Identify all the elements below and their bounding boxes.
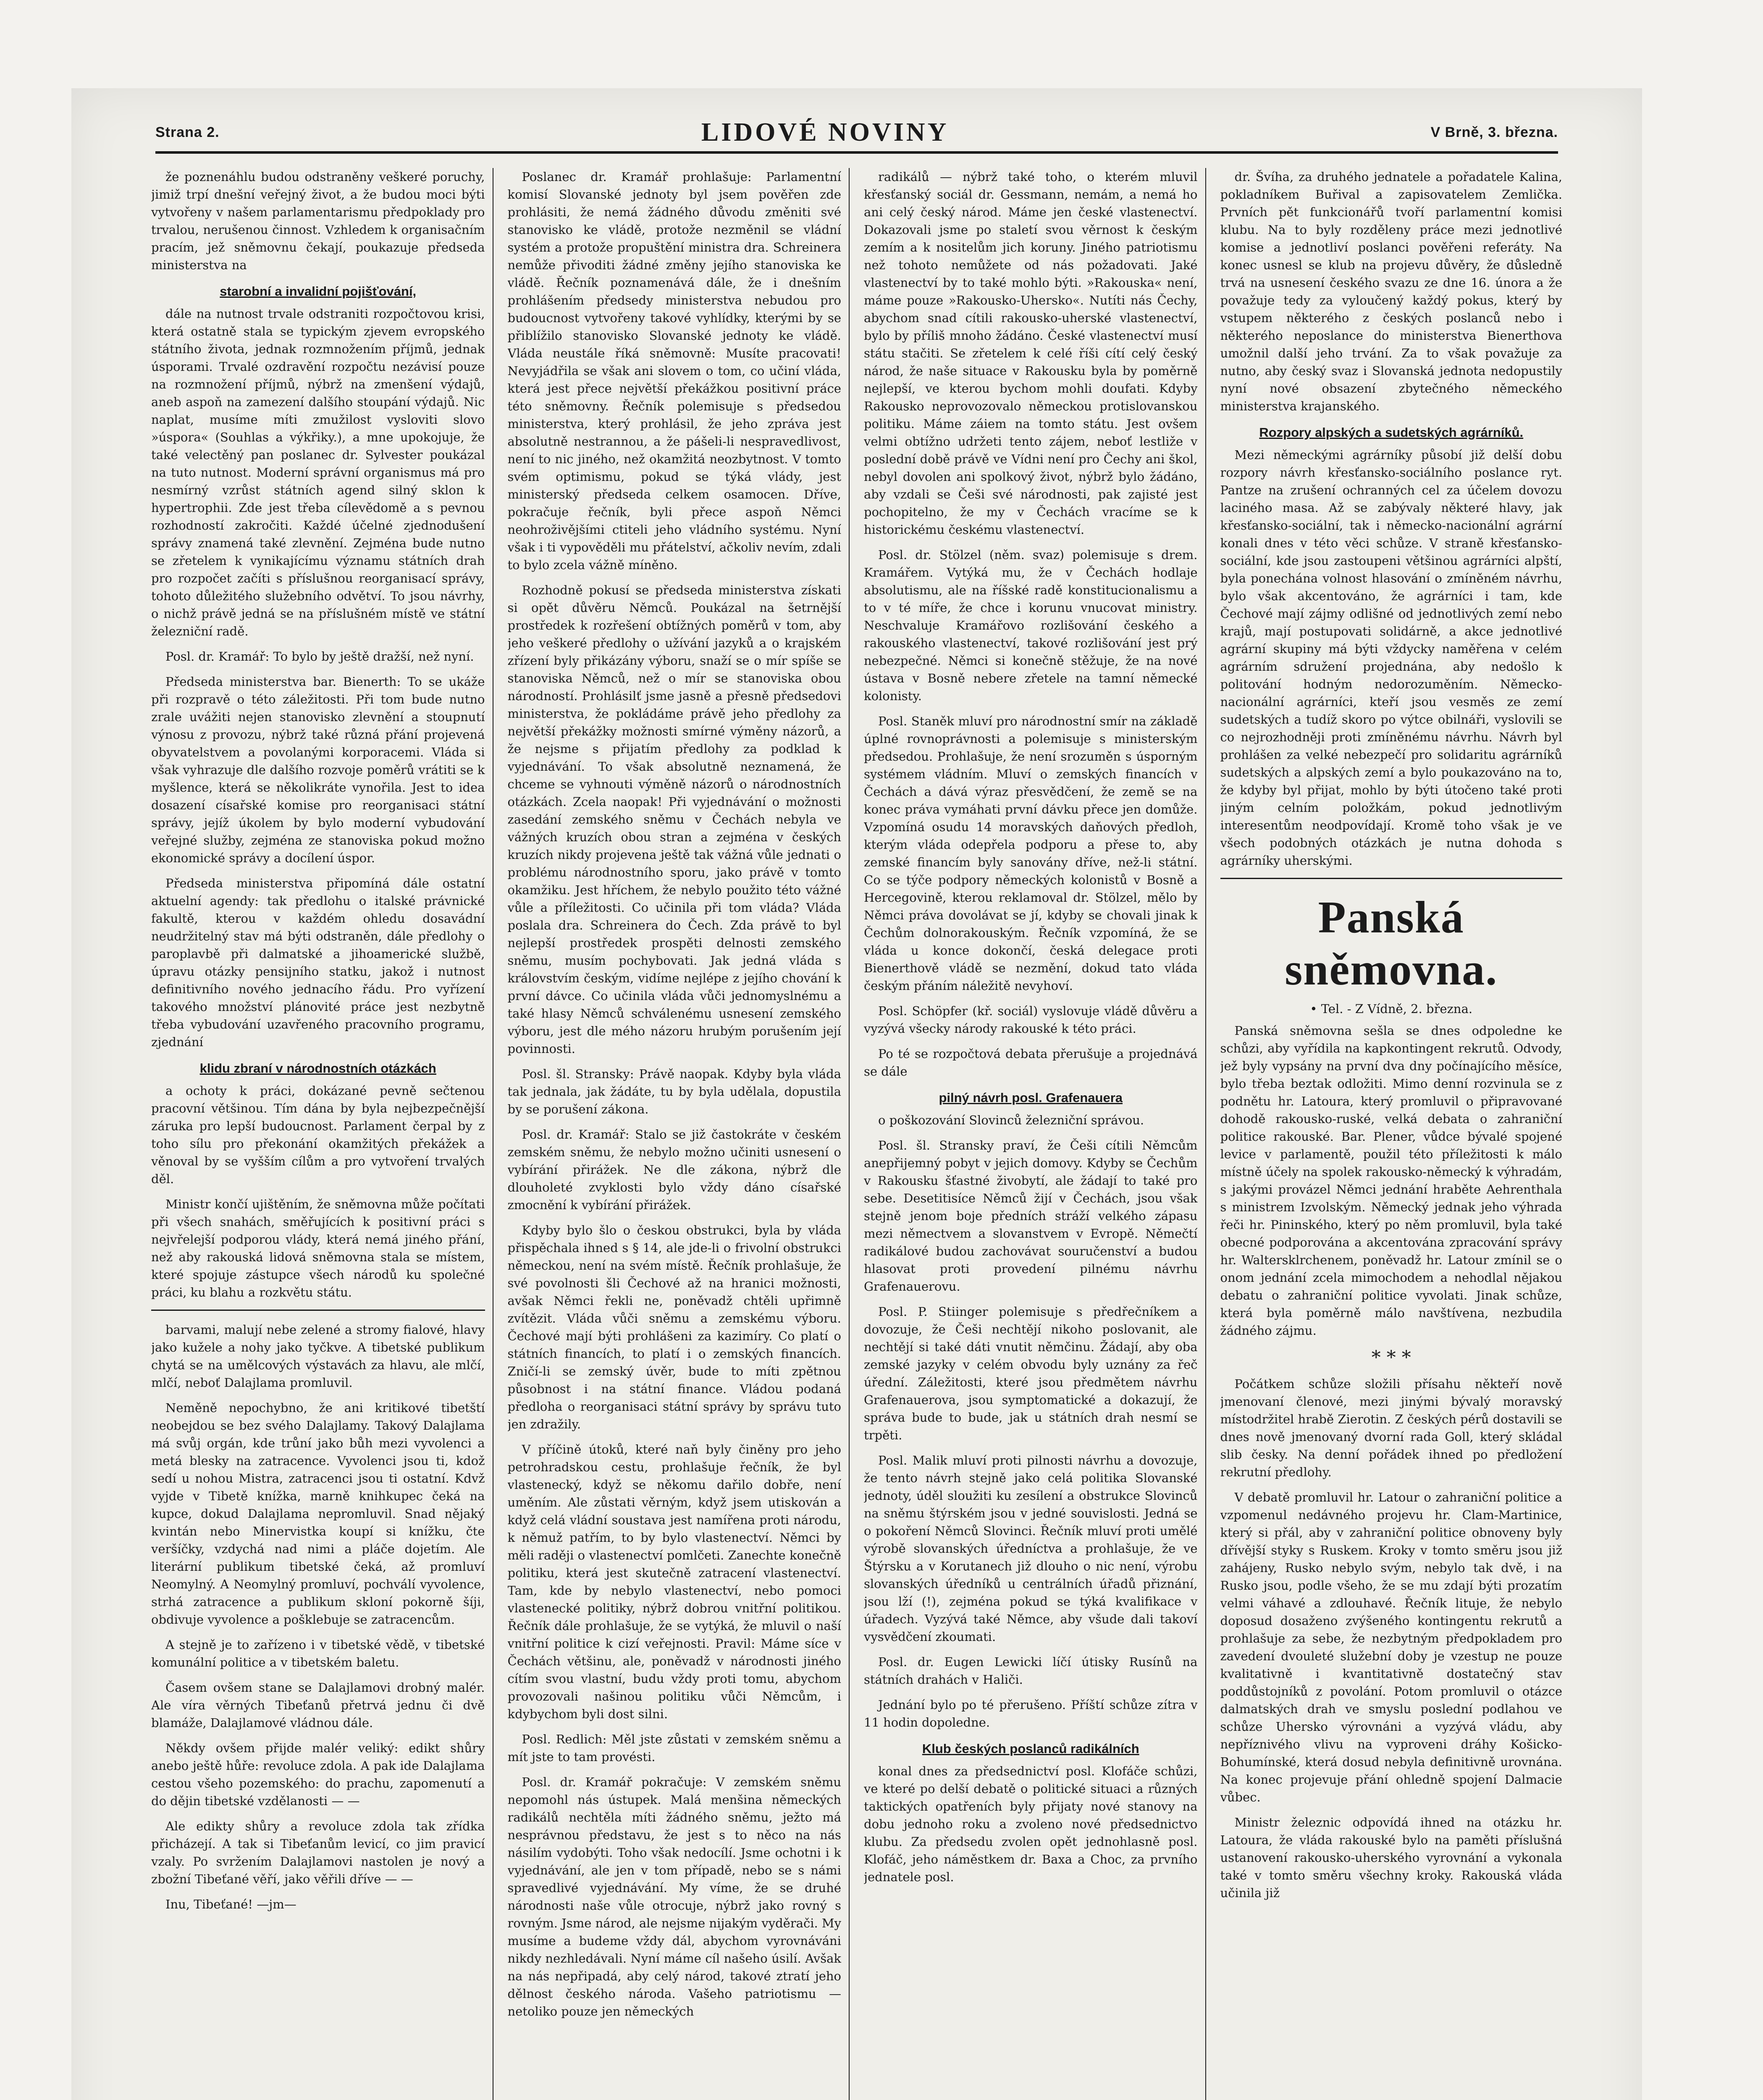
- paragraph: Poslanec dr. Kramář prohlašuje: Parlamentní komisí Slovanské jednoty byl jsem pověřen zde prohlásiti, že nemá žádného důvodu změniti své stanovisko ke vládě, protože nezměnil se vládní systém a protože propuštění ministra dra. Schreinera nemůže přivoditi žádné změny jejího stanoviska ke vládě. Řečník poznamenává dále, že i dnešním prohlášením předsedy ministerstva nebudou pro budoucnost vytvořeny takové vyhlídky, kterými by se přiblížilo stanovisko Slovanské jednoty ke vládě. Vláda neustále říká sněmovně: Musíte pracovati! Nevyjádřila se však ani slovem o tom, co učiní vláda, která jest přece největší překážkou positivní práce této sněmovny. Řečník polemisuje s předsedou ministerstva, který prohlásil, že jeho zpráva jest absolutně nestrannou, a že pášeli-li nespravedlivost, není to nic jiného, než okamžitá neozbytnost. V tomto svém optimismu, pokud se týká vlády, jest ministerský předseda celkem osamocen. Dříve, pokračuje řečník, byli přece aspoň Němci neohroživějšími ctiteli jeho vládního systému. Nyní však i ti vypověděli mu přátelství, ačkoliv nevím, zdali to bylo zcela vážně míněno.: [507, 170, 841, 572]
- paragraph: Posl. šl. Stransky praví, že Češi cítili Němcům anepřijemný pobyt v jejich domovy. Kdyby se Čechům v Rakousku šťastné živobytí, ale žádají to také pro sebe. Desetitisíce Němců žijí v Čechách, jsou však stejně jenom boje předních stráží velkého zápasu mezi němectvem a slovanstvem v Evropě. Němečtí radikálové budou zachovávat souručenství a budou hlasovat proti provedení pilnému návrhu Grafenauerovu.: [864, 1138, 1198, 1294]
- masthead-title: LIDOVÉ NOVINY: [701, 118, 949, 147]
- paragraph: Posl. dr. Stölzel (něm. svaz) polemisuje s drem. Kramářem. Vytýká mu, že v Čechách hodlaje absolutismu, ale na říšské radě konstitucionalismu a to v té míře, že chce i korunu vnucovat ministry. Neschvaluje Kramářovo rozlišování českého a rakouského vlastenectví, takové rozlišování jest prý nebezpečné. Němci si konečně stěžuje, že na nové ústava v Bosně nebere zřetele na tamní německé kolonisty.: [864, 548, 1198, 703]
- section-title: Panská sněmovna.: [1285, 892, 1498, 995]
- paragraph: Posl. dr. Kramář: To bylo by ještě dražší, než nyní.: [165, 649, 474, 664]
- paragraph: dr. Švíha, za druhého jednatele a pořadatele Kalina, pokladníkem Buřival a zapisovatelem Zemlička. Prvních pět funkcionářů tvoří parlamentní komisi klubu. Na to byly rozděleny práce mezi jednotlivé komise a jednotliví poslanci pověřeni referáty. Na konec usnesl se klub na projevu důvěry, že důsledně trvá na usnesení českého svazu ze dne 16. února a že považuje tedy za vyloučený každý pokus, který by vstupem některého z českých poslanců nebo i některého neposlance do ministerstva Bienerthova umožnil další jeho trvání. Za to však považuje za nutno, aby český svaz i Slovanská jednota nedopustily nyní nové obsazení zbytečného německého ministerstva krajanského.: [1220, 170, 1562, 413]
- paragraph: Inu, Tibeťané! —jm—: [165, 1897, 296, 1911]
- paragraph: V příčině útoků, které naň byly činěny pro jeho petrohradskou cestu, prohlašuje řečník, že byl vlastenecký, když se někomu dařilo dobře, není uměním. Ale zůstati věrným, když jsem utiskován a když celá vládní soustava jest namířena proti národu, k němuž patřím, to by bylo vlastenectví. Němci by měli raději o vlastenectví pomlčeti. Zanechte konečně politiku, která jest skutečně zatracení vlastenectví. Tam, kde by nebylo vlastenectví, nebo pomoci vlastenecké politiky, nýbrž dobrou vnitřní politikou. Řečník dále prohlašuje, že se vytýká, že mluvil o naší vnitřní politice k cizí veřejnosti. Pravil: Máme síce v Čechách většinu, ale, poněvadž v národnosti jiného cítím svou vlastní, budu vždy proti tomu, abychom provozovali našinou politiku vůči Němcům, i kdybychom byli dost silni.: [507, 1442, 841, 1721]
- article-columns: [151, 168, 1562, 2100]
- section-divider: [1220, 878, 1563, 879]
- paragraph: Předseda ministerstva bar. Bienerth: To se ukáže při rozpravě o této záležitosti. Při tom bude nutno zrale uvážiti nejen stanovisko zlevnění a stoupnutí výnosu z provozu, nýbrž také různá přání projevená obyvatelstvem a povolanými korporacemi. Vláda si však vyhrazuje dle dalšího rozvoje poměrů vrátiti se k myšlence, která se několikráte vynořila. Jest to idea dosazení císařské komise pro reorganisaci státní správy, jejíž úkolem by bylo moderní vybudování veřejné služby, zejména ze stanoviska pokud možno ekonomické správy a docílení úspor.: [151, 675, 485, 865]
- subheading: klidu zbraní v národnostních otázkách: [199, 1061, 436, 1076]
- paragraph: Posl. Redlich: Měl jste zůstati v zemském sněmu a mít jste to tam provésti.: [507, 1732, 841, 1764]
- dateline: • Tel. - Z Vídně, 2. března.: [1310, 1002, 1473, 1016]
- paragraph: Ministr končí ujištěním, že sněmovna může počítati při všech snahách, směřujících k positivní práci s nejvřelejší podporou vlády, která nemá jiného přání, než aby rakouská lidová sněmovna stala se místem, které spojuje zástupce všech národů ku společné práci, ku blahu a rozkvětu státu.: [151, 1197, 485, 1299]
- paragraph: V debatě promluvil hr. Latour o zahraniční politice a vzpomenul nedávného projevu hr. Clam-Martinice, který si přál, aby v zahraniční politice obnoveny byly dřívější styky s Ruskem. Kroky v tomto směru jsou již zahájeny, Rusko nebylo svým, nebylo tak dvě, i na Rusko jsou, podle všeho, že se mu zdají býti prozatím velmi váhavé a zdlouhavé. Řečník lituje, že nebylo doposud dosaženo zvýšeného kontingentu rekrutů a prohlašuje za sebe, že nezbytným předpokladem pro zavedení dvouleté služební doby je vzestup ne pouze kvalitativně i kvantitativně dostatečný stav poddůstojníků z povolání. Potom promluvil o otázce dalmatských drah ve smyslu poslední podlahou ve schůze Uhersko výrovnáni a vyzývá vládu, aby nepříznivého vlivu na vyproveni dráhy Košicko-Bohumínské, která dosud nebyla definitivně urovnána. Na konec projevuje přání ohledně spojení Dalmacie vůbec.: [1220, 1490, 1562, 1804]
- page-header: [155, 113, 1558, 154]
- paragraph: Po té se rozpočtová debata přerušuje a projednává se dále: [864, 1047, 1198, 1079]
- paragraph: Panská sněmovna sešla se dnes odpoledne ke schůzi, aby vyřídila na kapkontingent rekrutů. Odvody, jež byly vypsány na první dva dny počínajícího měsíce, bylo třeba beztak odložiti. Mimo denní rozvinula se z podnětu hr. Latoura, který promluvil o připravované dohodě rakousko-ruské, velká debata o zahraniční politice rakouské. Bar. Plener, vůdce bývalé spojené levice v parlamentě, použil této příležitosti k málo místně účely na spolek rakousko-německý k výhradám, s jakými provázel Němci jednání hraběte Aehrenthala s ministrem Izvolským. Německý jednak jeho výhrada řeči hr. Pininského, který po něm promluvil, byla také obecné podporována a akcentována zpracování správy hr. Waltersklrchenem, poněvadž hr. Latour zmínil se o onom jednání zcela mimochodem a nehodlal nějakou debatu o zahraniční politice vyvolati. Jinak schůze, která byla poměrně málo navštívena, nezbudila žádného zájmu.: [1220, 1024, 1562, 1338]
- paragraph: barvami, malují nebe zelené a stromy fialové, hlavy jako kužele a nohy jako tyčkve. A tibetské publikum chytá se na umělcových výstavách za hlavu, ale mlčí, mlčí, neboť Dalajlama promluvil.: [151, 1323, 485, 1390]
- paragraph: Rozhodně pokusí se předseda ministerstva získati si opět důvěru Němců. Poukázal na šetrnější prostředek k rozřešení obtížných poměrů v tom, aby jeho veškeré předlohy o užívání jazyků a o krajském zřízení byly přikázány výboru, snaží se o mír spíše se stanoviska Němců, než o mír se stanoviska obou národností. Prohlásilť jsme jasně a přesně předsedovi ministerstva, že pokládáme právě jeho předlohy za největší překážky možnosti smírné výměny názorů, a že nejsme s přijatím předlohy za podklad k vyjednávání. To však absolutně neznamená, že chceme se vyhnouti výměně názorů o národnostních otázkách. Zcela naopak! Při vyjednávání o možnosti zasedání zemského sněmu v Čechách nebyla ve vážných kruzích obou stran a zejména v českých kruzích nikdy projevena ještě tak vážná vůle jednati o problému národnostního sporu, jako právě v tomto okamžiku. Jest hříchem, že nebylo použito této vážné vůle a příležitosti. Co učinila při tom vláda? Vláda poslala dra. Schreinera do Čech. Zda právě to byl nejlepší prostředek prospěti delnosti zemského sněmu, musím pochybovati. Jak jedná vláda s královstvím českým, vidíme nejlépe z jejího chování k první dávce. Co učinila vláda vůči jednomyslnému a také hlasy Němců schválenému usnesení zemského výboru, jest dle mého názoru hrubým porušením její povinnosti.: [507, 583, 841, 1056]
- column-3: [864, 168, 1206, 2100]
- subheading: starobní a invalidní pojišťování,: [220, 284, 417, 299]
- paragraph: že poznenáhlu budou odstraněny veškeré poruchy, jimiž trpí dnešní veřejný život, a že budou moci býti vytvořeny v našem parlamentarismu předpoklady pro trvalou, nerušenou činnost. Vzhledem k organisačním pracím, jež sněmovnu čekají, poukazuje předseda ministerstva na: [151, 170, 485, 272]
- paragraph: Posl. dr. Kramář pokračuje: V zemském sněmu nepomohl nás ústupek. Malá menšina německých radikálů nechtěla míti žádného sněmu, ježto má nesprávnou představu, že jest s to něco na nás násilím vydobýti. Toho však nedocílí. Jsme ochotni i k vyjednávání, ale jen v tom případě, nebo se s námi spravedlivé vyjednávání. My víme, že se druhé národnosti naše vůle otrocuje, nýbrž jako rovný s rovným. Jsme národ, ale nejsme nijakým vyděrači. My musíme a budeme vždy dál, abychom vyrovnáváni nikdy nezhledávali. Nyní máme cíl našeho úsilí. Avšak na nás nepřipadá, aby celý národ, takové ztratí jeho dělnost českého národa. Vašeho patriotismu — netoliko pouze jen německých: [507, 1775, 841, 2019]
- paragraph: A stejně je to zařízeno i v tibetské vědě, v tibetské komunální politice a v tibetském baletu.: [151, 1638, 485, 1670]
- subheading: Klub českých poslanců radikálních: [922, 1741, 1139, 1756]
- paragraph: radikálů — nýbrž také toho, o kterém mluvil křesťanský sociál dr. Gessmann, nemám, a nemá ho ani celý český národ. Máme jen české vlastenectví. Dokazovali jsme po staletí svou věrnost k českým zemím a k nositelům jich koruny. Jiného patriotismu než tohoto nemůžete od nás požadovati. Jaké vlastenectví by to také mohlo býti. »Rakouska« není, máme pouze »Rakousko-Uhersko«. Nutíti nás Čechy, abychom snad cítili rakousko-uherské vlastenectví, bylo by příliš mnoho žádáno. České vlastenectví musí státu stačiti. Se zřetelem k celé říši cítí celý český národ, že naše situace v Rakousku byla by poměrně nejlepší, ve kterou bychom mohli doufati. Kdyby Rakousko neprovozovalo německou protislovanskou politiku. Máme záiem na tomto státu. Jest ovšem velmi obtížno udržeti tento zájem, neboť lestliže v poslední době právě ve Vídni není pro Čechy ani škol, nebyl dovolen ani spolkový život, nýbrž bylo žádáno, aby vzdali se Češi své národnosti, pak zajisté jest pochopitelno, že my v Čechách vracíme se k historickému českému vlastenectví.: [864, 170, 1198, 537]
- column-2: [508, 168, 850, 2100]
- paragraph: dále na nutnost trvale odstraniti rozpočtovou krisi, která ostatně stala se typickým zjevem evropského státního života, jednak rozmnožením příjmů, jednak úsporami. Trvalé ozdravění rozpočtu nezávisí pouze na rozmnožení příjmů, nýbrž na zmenšení výdajů, aneb aspoň na zamezení dalšího stoupání výdajů. Nic naplat, musíme míti zmužilost vysloviti slovo »úspora« (Souhlas a výkřiky.), a mne upokojuje, že také velectěný pan poslanec dr. Sylvester poukázal na tuto nutnost. Moderní správní organismus má pro nesmírný vzrůst státních agend silný sklon k hypertrophii. Zde jest třeba cílevědomě a s pevnou rozhodností zakročiti. Každé účelné zjednodušení správy znamená také zlevnění. Zejména bude nutno se zřetelem k vynikajícímu významu státních drah pro rozpočet začíti s příslušnou reorganisací správy, tohoto důležitého služebního odvětví. To jsou návrhy, o nichž právě jedná se na příslušném místě ve státní železniční radě.: [151, 307, 485, 638]
- paragraph: Mezi německými agrárníky působí již delší dobu rozpory návrh křesťansko-sociálního poslance ryt. Pantze na zrušení ochranných cel za účelem dovozu laciného masa. Až se zabývaly některé hlavy, jak křesťansko-sociální, tak i německo-nacionální agrární konali dnes v této věci schůze. V straně křesťansko-sociální, kde jsou zastoupeni většinou agrárníci alpští, byla ponechána volnost hlasování o zmíněném návrhu, bylo však akcentováno, že agrárníci i tam, kde Čechové mají zájmy odlišné od jednotlivých zemí nebo krajů, mají postupovati solidárně, a akce jednotlivé agrární skupiny má býti vždycky naměřena v celém agrárním sdružení projednána, aby nedošlo k politování hodným nedorozuměním. Německo-nacionální agrárníci, kteří jsou vesměs ze zemí sudetských a tudíž skoro po výtce obilnáři, vyslovili se co nejrozhodněji proti zmíněnému návrhu. Návrh byl prohlášen za velké nebezpečí pro solidaritu agrárníků sudetských a alpských zemí a bylo poukazováno na to, že kdyby byl přijat, mohlo by býti útočeno také proti jiným celním položkám, pokud jednotlivým interesentům neodpovídají. Kromě toho však je ve všech podobných otázkách je nutna dohoda s agrárníky uherskými.: [1220, 448, 1562, 868]
- paragraph: o poškozování Slovinců železniční správou.: [878, 1113, 1144, 1127]
- column-1: [151, 168, 493, 2100]
- paragraph: Posl. dr. Eugen Lewicki líčí útisky Rusínů na státních drahách v Haliči.: [864, 1655, 1198, 1687]
- page-date: V Brně, 3. března.: [1430, 124, 1558, 140]
- section-separator: * * *: [1371, 1347, 1411, 1368]
- paragraph: Jednání bylo po té přerušeno. Příští schůze zítra v 11 hodin dopoledne.: [864, 1698, 1198, 1730]
- paragraph: Ale edikty shůry a revoluce zdola tak zřídka přicházejí. A tak si Tibeťanům levicí, co jim pravicí vzaly. Po svržením Dalajlamovi nastolen je nový a zbožní Tibeťané věří, jako věřili dříve — —: [151, 1819, 485, 1886]
- paragraph: Počátkem schůze složili přísahu někteří nově jmenovaní členové, mezi jinými bývalý moravský místodržitel hrabě Zierotin. Z českých pérů dostavili se dnes nově jmenovaný dvorní rada Goll, který skládal slib česky. Na denní pořádek ihned po předložení rekrutní předlohy.: [1220, 1377, 1562, 1479]
- paragraph: Posl. Schöpfer (kř. sociál) vyslovuje vládě důvěru a vyzývá všecky národy rakouské k této práci.: [864, 1004, 1198, 1036]
- paragraph: Někdy ovšem přijde malér veliký: edikt shůry anebo ještě hůře: revoluce zdola. A pak ide Dalajlama cestou všeho pozemského: do prachu, zapomenutí a do dějin tibetské vzdělanosti — —: [151, 1741, 485, 1808]
- paragraph: konal dnes za předsednictví posl. Klofáče schůzi, ve které po delší debatě o politické situaci a různých taktických opatřeních byly přijaty nové stanovy na dobu jednoho roku a zvoleno nové předsednictvo klubu. Za předsedu zvolen opět jednohlasně posl. Klofáč, jeho náměstkem dr. Baxa a Choc, za prvního jednatele posl.: [864, 1764, 1198, 1884]
- paragraph: Předseda ministerstva připomíná dále ostatní aktuelní agendy: tak předlohu o italské právnické fakultě, kterou v každém ohledu dosavádní neudržitelný stav má býti odstraněn, dále předlohy o paroplavbě při dalmatské a jihoamerické službě, úpravu otázky pensijního statku, jakož i nutnost definitivního nového jednacího řádu. Pro vyřízení takového množství plánovité práce jest nezbytně třeba vybudování uzavřeného pracovního programu, zjednání: [151, 876, 485, 1049]
- newspaper-page: [71, 88, 1642, 2100]
- paragraph: Ministr železnic odpovídá ihned na otázku hr. Latoura, že vláda rakouské bylo na paměti příslušná ustanovení rakousko-uherského vyrovnání a vykonala také v tomto směru všechny kroky. Rakouská vláda učinila již: [1220, 1815, 1562, 1900]
- subheading: pilný návrh posl. Grafenauera: [939, 1090, 1123, 1105]
- column-4: [1220, 168, 1563, 2100]
- subheading: Rozpory alpských a sudetských agrárníků.: [1259, 425, 1524, 440]
- paragraph: a ochoty k práci, dokázané pevně sečtenou pracovní většinou. Tím dána by byla nejbezpečnější záruka pro lepší budoucnost. Parlament čerpal by z toho sílu pro překonání okamžitých překážek a věnoval by se vyšším cílům a pro vytvoření trvalých děl.: [151, 1084, 485, 1186]
- paragraph: Časem ovšem stane se Dalajlamovi drobný malér. Ale víra věrných Tibeťanů přetrvá jednu či dvě blamáže, Dalajlamové vládnou dále.: [151, 1680, 485, 1730]
- paragraph: Posl. dr. Kramář: Stalo se již častokráte v českém zemském sněmu, že nebylo možno učiniti usnesení o vybírání přirážek. Ne dle zákona, nýbrž dle dlouholeté zvyklosti bylo vždy dáno císařské zmocnění k vybírání přirážek.: [507, 1127, 841, 1212]
- paragraph: Neměně nepochybno, že ani kritikové tibetští neobejdou se bez svého Dalajlamy. Takový Dalajlama má svůj orgán, kde trůní jako bůh mezi vyvolenci a metá blesky na zatracence. Vyvolenci jsou ti, kdož sedí u nohou Mistra, zatracenci jsou ti ostatní. Kdvž vyjde v Tibetě knížka, marně knihkupec čeká na kupce, dokud Dalajlama nepromluvil. Snad nějaký kvintán nebo Minervistka koupí si knížku, čte veršíčky, vzdychá nad nimi a pláče dojetím. Ale literární publikum tibetské čeká, až promluví Neomylný. A Neomylný promluví, pochválí vyvolence, strhá zatracence a publikum skloní pokorně šíji, obdivuje vyvolence a pošklebuje se zatracencům.: [151, 1401, 485, 1627]
- section-divider: [151, 1310, 485, 1311]
- paragraph: Posl. P. Stiinger polemisuje s předřečníkem a dovozuje, že Češi nechtějí nikoho poslovanit, ale nechtějí si také dáti vnutit němčinu. Žádají, aby oba zemské jazyky v celém obvodu byly uznány za řeč úřední. Záležitosti, které jsou předmětem návrhu Grafenauerova, jsou symptomatické a dokazují, že správa bude to bude, jak u státních drah nesmí se trpěti.: [864, 1305, 1198, 1442]
- paragraph: Posl. Malik mluví proti pilnosti návrhu a dovozuje, že tento návrh stejně jako celá politika Slovanské jednoty, úděl sloužiti ku zesílení a obstrukce Slovinců na sněmu štýrském jsou v jedné souvislosti. Jedná se o pokoření Němců Slovinci. Řečník mluví proti umělé výrobě slovanských úředníctva a prohlašuje, že ve Štýrsku a v Korutanech již dlouho o nic není, výrobu slovanských úředníků u centrálních úřadů přiznání, jsou lží (!), zejména pokud se týká kvalifikace v úřadech. Vyzývá také Němce, aby všude dali takoví vysvědčení zkoumati.: [864, 1453, 1198, 1644]
- paragraph: Posl. šl. Stransky: Právě naopak. Kdyby byla vláda tak jednala, jak žádáte, tu by byla udělala, dopustila by se porušení zákona.: [507, 1067, 841, 1116]
- paragraph: Posl. Staněk mluví pro národnostní smír na základě úplné rovnoprávnosti a polemisuje s ministerským předsedou. Prohlašuje, že není srozuměn s úsporným systémem vládním. Mluví o zemských financích v Čechách a dává výraz přesvědčení, že země se na konec práva vymáhati první dávku přece jen domůže. Vzpomíná osudu 14 moravských daňových předloh, kterým vláda odepřela podporu a přese to, aby zemské financím byly sanovány dříve, než-li státní. Co se týče podpory německých kolonistů v Bosně a Hercegovině, kterou reklamoval dr. Stölzel, mělo by Němci práva dovolávat se jí, kdyby se chovali jinak k Čechům dolnorakouským. Řečník vzpomíná, že se vláda u konce dokončí, česká delegace proti Bienerthově vládě se nezmění, dokud tato vláda českým přáním náležitě nevyhoví.: [864, 714, 1198, 993]
- page-number: Strana 2.: [155, 124, 220, 140]
- paragraph: Kdyby bylo šlo o českou obstrukci, byla by vláda přispěchala ihned s § 14, ale jde-li o frivolní obstrukci německou, není na svém místě. Řečník prohlašuje, že své povolnosti šli Čechové až na hranici možnosti, avšak Němci řekli ne, poněvadž chtěli upřimně zvítězit. Vláda vůči sněmu a zemskému výboru. Čechové mají býti prohlášeni za kazimíry. Co platí o státních financích, to platí i o zemských financích. Zničí-li se zemský úvěr, bude to míti zpětnou působnost i na státní finance. Vládou podaná předloha o reorganisaci státní správy by správu tuto jen zdražily.: [507, 1223, 841, 1431]
